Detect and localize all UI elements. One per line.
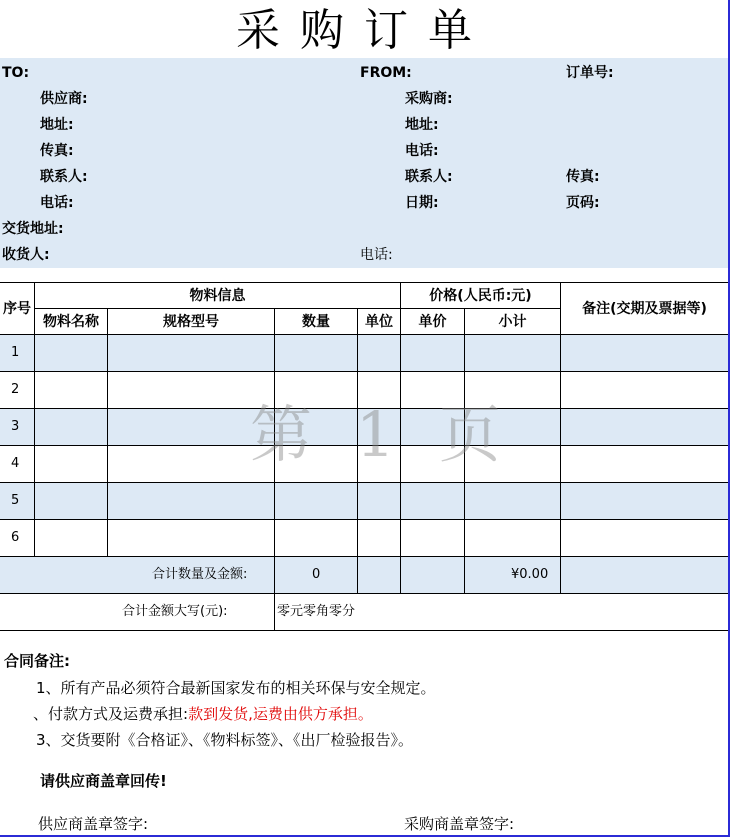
group-price-header: 价格(人民币:元) [429,288,532,304]
amount-words-value: 零元零角零分 [277,604,356,619]
delivery-address-label: 交货地址: [2,221,64,237]
row-line-5 [0,519,728,520]
col-qty-header: 数量 [302,314,330,330]
col-unit-header: 单位 [365,314,393,330]
row-number: 4 [11,456,20,471]
supplier-phone-label: 电话: [40,195,74,211]
receiver-phone-label: 电话: [360,247,393,263]
date-label: 日期: [405,195,439,211]
row-line-1 [0,371,728,372]
amount-words-label: 合计金额大写(元): [122,604,228,619]
return-request: 请供应商盖章回传! [40,772,167,790]
note-line-1: 1、所有产品必须符合最新国家发布的相关环保与安全规定。 [36,679,436,697]
supplier-signature-label: 供应商盖章签字: [38,815,149,833]
row-number: 5 [11,493,20,508]
row-number: 1 [11,345,20,360]
supplier-label: 供应商: [40,91,88,107]
supplier-contact-label: 联系人: [40,169,88,185]
total-row-band [0,557,728,594]
header-sub-line [35,308,560,309]
total-qty: 0 [312,567,321,582]
group-material-header: 物料信息 [189,288,246,304]
row-number: 3 [11,419,20,434]
table-top-line [0,282,728,283]
total-amount: ¥0.00 [511,567,549,582]
row-band-1 [0,335,728,372]
order-no-label: 订单号: [566,65,614,81]
amount-words-line [0,630,728,631]
col-name-header: 物料名称 [43,314,99,330]
row-line-4 [0,482,728,483]
col-seq-header: 序号 [3,301,31,317]
buyer-signature-label: 采购商盖章签字: [404,815,515,833]
notes-title: 合同备注: [4,652,70,670]
to-label: TO: [2,65,30,81]
note-line-2 [33,703,373,724]
note-line-3: 3、交货要附《合格证》、《物料标签》、《出厂检验报告》。 [36,731,414,749]
total-row-line [0,593,728,594]
page-no-label: 页码: [566,195,600,211]
note-line-2-prefix: 、付款方式及运费承担: [33,705,189,723]
header-info-block [0,58,728,268]
buyer-contact-label: 联系人: [405,169,453,185]
note-line-2-highlight: 款到发货,运费由供方承担。 [188,705,373,723]
supplier-address-label: 地址: [40,117,74,133]
row-number: 6 [11,530,20,545]
buyer-phone-label: 电话: [405,143,439,159]
col-unit-price-header: 单价 [418,314,447,330]
header-bottom-line [0,334,728,335]
vline-name [107,308,108,556]
row-number: 2 [11,382,20,397]
row-band-5 [0,483,728,520]
row-line-6 [0,556,728,557]
buyer-address-label: 地址: [405,117,439,133]
receiver-label: 收货人: [2,247,50,263]
vline-subtotal [560,282,561,593]
total-label: 合计数量及金额: [152,567,248,582]
col-remark-header: 备注(交期及票据等) [582,301,707,317]
col-spec-header: 规格型号 [163,314,219,330]
document-title: 采购订单 [236,5,492,56]
col-subtotal-header: 小计 [498,314,527,330]
page-watermark: 第 1 页 [250,398,513,471]
from-label: FROM: [360,65,412,81]
supplier-fax-label: 传真: [40,143,74,159]
buyer-label: 采购商: [405,91,453,107]
buyer-fax-label: 传真: [566,169,600,185]
